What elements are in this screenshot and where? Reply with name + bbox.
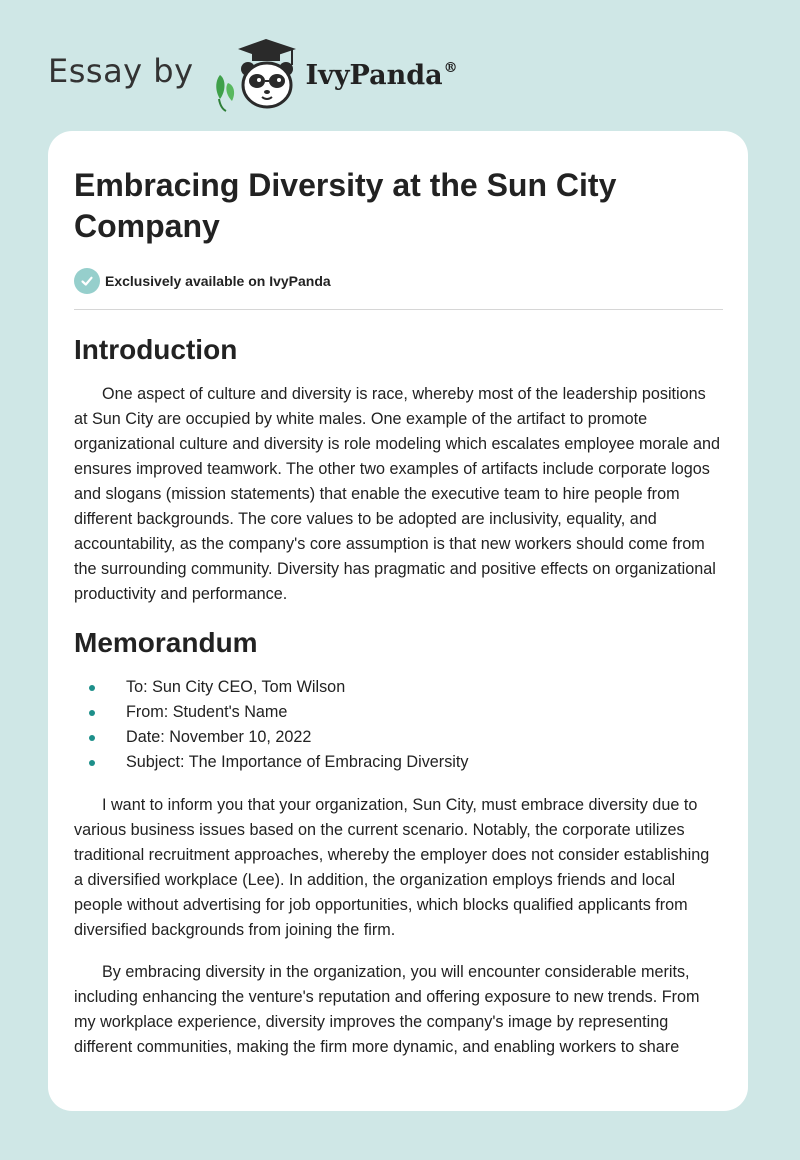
exclusive-badge xyxy=(74,267,722,295)
essay-by-label: Essay by xyxy=(48,52,194,90)
essay-card xyxy=(48,131,748,1111)
site-header xyxy=(48,34,548,114)
title-divider xyxy=(74,309,723,310)
memo-subject: Subject: The Importance of Embracing Diversity xyxy=(126,753,469,771)
list-item xyxy=(74,675,722,700)
memo-to: To: Sun City CEO, Tom Wilson xyxy=(126,678,346,696)
panda-graduate-icon[interactable] xyxy=(208,35,300,113)
exclusive-label: Exclusively available on IvyPanda xyxy=(105,273,331,289)
list-item xyxy=(74,700,722,725)
bullet-icon xyxy=(89,685,95,691)
introduction-paragraph: One aspect of culture and diversity is race, whereby most of the leadership positions at Sun City are occupied by white males. One example of the artifact to promote organizational culture and diversity is role modeling which escalates employee morale and ensures improved teamwork. The other two examples of artifacts include corporate logos and slogans (mission statements) that enable the executive team to hire people from different backgrounds. The core values to be adopted are inclusivity, equality, and accountability, as the company's core assumption is that new workers should come from the surrounding community. Diversity has pragmatic and positive effects on organizational productivity and performance. xyxy=(74,385,721,603)
memo-date: Date: November 10, 2022 xyxy=(126,728,312,746)
bullet-icon xyxy=(89,710,95,716)
memorandum-list xyxy=(74,675,722,775)
registered-mark: ® xyxy=(443,59,458,76)
introduction-heading: Introduction xyxy=(74,334,238,365)
memorandum-paragraph-1: I want to inform you that your organization, Sun City, must embrace diversity due to various business issues based on the current scenario. Notably, the corporate utilizes traditional recruitment approaches, whereby the employer does not consider establishing a diversified workplace (Lee). In addition, the organization employs friends and local people without advertising for job opportunities, which blocks qualified applicants from diversified backgrounds from joining the firm. xyxy=(74,796,710,939)
bullet-icon xyxy=(89,735,95,741)
memo-from: From: Student's Name xyxy=(126,703,288,721)
brand-name[interactable]: IvyPanda® xyxy=(305,59,458,91)
essay-title: Embracing Diversity at the Sun City Company xyxy=(74,167,617,244)
list-item xyxy=(74,725,722,750)
bullet-icon xyxy=(89,760,95,766)
memorandum-heading: Memorandum xyxy=(74,627,258,658)
list-item xyxy=(74,750,722,775)
memorandum-paragraph-2: By embracing diversity in the organization, you will encounter considerable merits, including enhancing the venture's reputation and offering exposure to new trends. From my workplace experience, diversity improves the company's image by representing different communities, making the firm more dynamic, and enabling workers to share xyxy=(74,963,700,1056)
check-icon xyxy=(74,268,100,294)
